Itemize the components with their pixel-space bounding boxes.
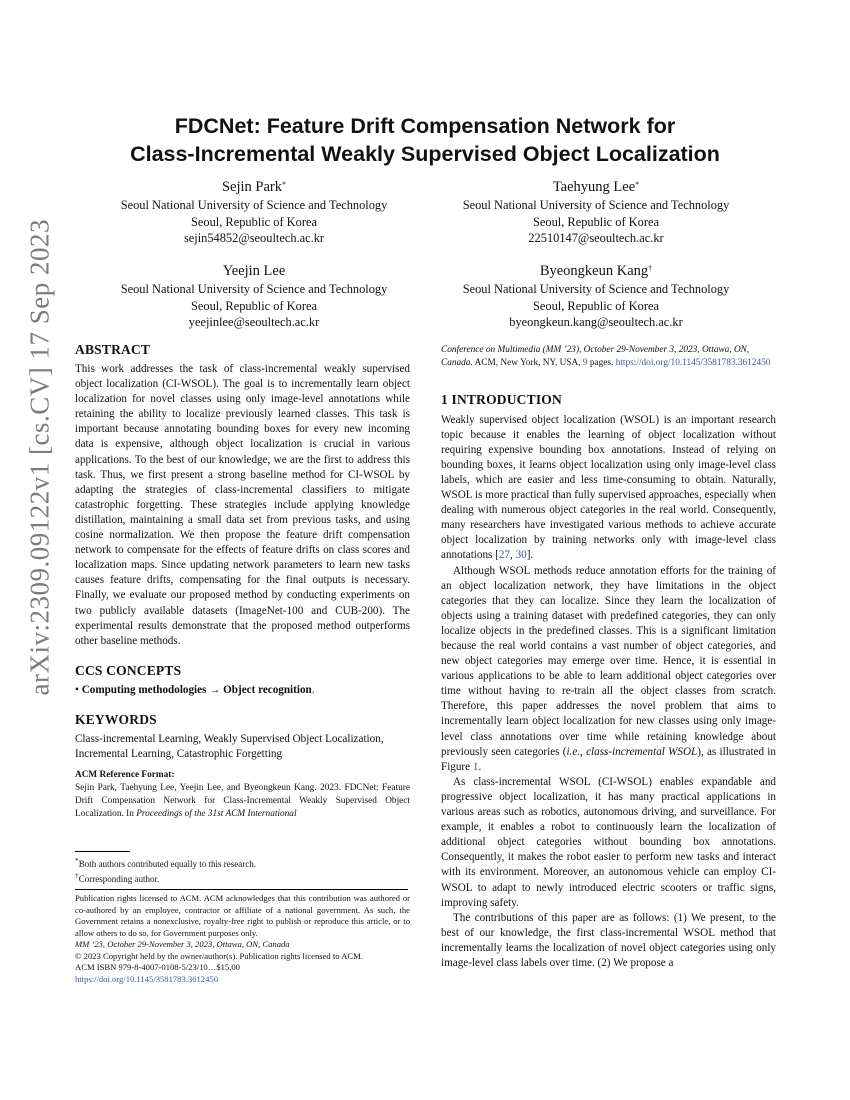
- acm-reference-text: Sejin Park, Taehyung Lee, Yeejin Lee, and Byeongkeun Kang. 2023. FDCNet: Feature Drift Compensation Network for Class-Incremental Weakly Supervised Object Localization. In Proceedings of the 31st ACM International: [75, 782, 410, 819]
- intro-paragraph-3: As class-incremental WSOL (CI-WSOL) enables expandable and progressive object localization, it has many practical applications in various areas such as robotics, autonomous driving, and surveillance. For example, it enables a robot to continuously learn the localization of additional object categories without bounding box annotations. Consequently, it makes the robot easier to perform new tasks and interact with its environment. Moreover, an autonomous vehicle can employ CI-WSOL to adapt to newly introduced electric scooters or traffic signs, improving safety.: [441, 775, 776, 909]
- author-email: sejin54852@seoultech.ac.kr: [183, 231, 325, 245]
- acm-reference-italic: Proceedings of the 31st ACM International: [136, 808, 297, 819]
- keywords-text: Class-incremental Learning, Weakly Supervised Object Localization, Incremental Learning, Catastrophic Forgetting: [75, 732, 384, 760]
- author-email: 22510147@seoultech.ac.kr: [528, 231, 664, 245]
- author-location: Seoul, Republic of Korea: [191, 298, 317, 313]
- class-incremental-italic: class-incremental WSOL: [586, 745, 698, 758]
- author-affiliation: Seoul National University of Science and Technology: [462, 282, 730, 296]
- intro-paragraph-2: Although WSOL methods reduce annotation efforts for the training of an object localization network, they have limitations in the object categories that they can localize. Since they learn the localization of objects using a training dataset with predefined categories, they can only localize objects in the predefined classes. This is a significant limitation because the real world contains a vast number of object categories, and new object categories may emerge over time. Hence, it is essential in various applications to be able to learn additional object categories over time without having to re-train all the object classes from scratch. Therefore, this paper addresses the novel problem that aims to incrementally learn object localization for new classes using only image-level class annotations over time while retaining knowledge about previously seen categories (i.e., class-incremental WSOL), as illustrated in Figure 1.: [441, 564, 776, 773]
- author-mark: *: [635, 180, 640, 189]
- ccs-heading: CCS CONCEPTS: [75, 662, 182, 678]
- author-mark: †: [648, 264, 653, 273]
- author-email: yeejinlee@seoultech.ac.kr: [188, 315, 320, 329]
- author-block-2: [426, 177, 766, 247]
- title-line-2: Class-Incremental Weakly Supervised Object Localization: [130, 142, 720, 166]
- footnote-2-mark: †: [75, 871, 79, 880]
- license-block: [75, 893, 410, 985]
- citation-30[interactable]: 30: [515, 549, 527, 562]
- keywords-heading: KEYWORDS: [75, 711, 157, 727]
- author-block-4: [426, 261, 766, 331]
- license-rule: [75, 889, 408, 890]
- license-doi-line: [75, 974, 410, 986]
- license-text: Publication rights licensed to ACM. ACM acknowledges that this contribution was authored or co-authored by an employee, contractor or affiliate of a national government. As such, the Government retains a nonexclusive, royalty-free right to publish or reproduce this article, or to allow others to do so, for Government purposes only.: [75, 893, 410, 938]
- author-mark: *: [282, 180, 286, 189]
- license-doi-link[interactable]: https://doi.org/10.1145/3581783.3612450: [75, 973, 218, 984]
- ccs-period: .: [311, 683, 315, 696]
- acm-reference-heading: ACM Reference Format:: [75, 770, 175, 781]
- conference-italic: Conference on Multimedia (MM ’23), October 29-November 3, 2023, Ottawa, ON, Canada.: [441, 345, 750, 368]
- author-name: Sejin Park*: [221, 179, 286, 195]
- footnote-2: †Corresponding author.: [75, 871, 160, 884]
- author-name: Taehyung Lee*: [552, 179, 640, 195]
- author-location: Seoul, Republic of Korea: [191, 214, 317, 229]
- right-column: [441, 344, 776, 971]
- abstract-text: This work addresses the task of class-incremental weakly supervised object localization (CI-WSOL). The goal is to incrementally learn object localization for novel classes using only image-level annotations while retaining the ability to localize previously learned classes. This task is important because annotating bounding boxes for every new incoming data is expensive, although object localization is crucial in various applications. To the best of our knowledge, we are the first to address this task. Thus, we first present a strong baseline method for CI-WSOL by adapting the strategies of class-incremental classifiers to mitigate catastrophic forgetting. These strategies include applying knowledge distillation, maintaining a small data set from previous tasks, and using cosine normalization. We then propose the feature drift compensation network to compensate for the effects of feature drifts on class scores and localization maps. Since updating network parameters to learn new tasks causes feature drifts, compensating for the final outputs is necessary. Finally, we evaluate our proposed method by conducting experiments on two publicly available datasets (ImageNet-100 and CUB-200). The experimental results demonstrate that the proposed method outperforms other baseline methods.: [75, 363, 410, 647]
- ccs-bullet: •: [75, 683, 79, 696]
- author-affiliation: Seoul National University of Science and Technology: [120, 282, 388, 296]
- footnote-1-mark: *: [75, 856, 79, 865]
- left-column: [75, 342, 410, 821]
- author-name: Byeongkeun Kang†: [539, 263, 653, 279]
- author-block-3: [84, 261, 424, 331]
- footnote-1: *Both authors contributed equally to this research.: [75, 856, 256, 869]
- ie-italic: i.e.,: [566, 745, 583, 758]
- ccs-text: Computing methodologies → Object recognition: [81, 683, 312, 696]
- author-block-1: [84, 177, 424, 247]
- title-line-1: FDCNet: Feature Drift Compensation Network for: [174, 114, 676, 138]
- footnotes: [75, 855, 410, 885]
- introduction-heading: 1 INTRODUCTION: [441, 391, 562, 407]
- page-count-link[interactable]: 9: [582, 357, 588, 368]
- license-isbn: ACM ISBN 979-8-4007-0108-5/23/10…$15.00: [75, 962, 240, 972]
- license-conf: MM ’23, October 29-November 3, 2023, Ottawa, ON, Canada: [75, 939, 290, 949]
- author-name: Yeejin Lee: [222, 263, 286, 279]
- license-copyright: © 2023 Copyright held by the owner/author(s). Publication rights licensed to ACM.: [75, 950, 363, 961]
- author-affiliation: Seoul National University of Science and Technology: [462, 198, 730, 212]
- intro-paragraph-4: The contributions of this paper are as follows: (1) We present, to the best of our knowledge, the first class-incremental WSOL method that incrementally learns the localization of novel object categories using only image-level class labels over time. (2) We propose a: [441, 911, 776, 969]
- arxiv-identifier: arXiv:2309.09122v1 [cs.CV] 17 Sep 2023: [24, 219, 55, 696]
- intro-paragraph-1: Weakly supervised object localization (WSOL) is an important research topic because it enables the learning of object localization without requiring expensive bounding box annotations. Instead of relying on bounding boxes, it learns object localization using only image-level class labels, which are easier and less time-consuming to obtain. Naturally, WSOL is more practical than fully supervised approaches, especially when dealing with numerous object categories in the real world. Consequently, many researchers have investigated various methods to achieve accurate object localization by training networks only with image-level class annotations [27, 30].: [441, 413, 776, 562]
- abstract-heading: ABSTRACT: [75, 342, 151, 357]
- paper-title: [75, 112, 775, 168]
- figure-1-link[interactable]: 1: [472, 760, 479, 773]
- conference-doi-link[interactable]: https://doi.org/10.1145/3581783.3612450: [615, 357, 771, 368]
- author-email: byeongkeun.kang@seoultech.ac.kr: [509, 315, 683, 329]
- author-location: Seoul, Republic of Korea: [533, 298, 659, 313]
- footnote-rule: [75, 851, 130, 852]
- author-affiliation: Seoul National University of Science and Technology: [120, 198, 388, 212]
- author-location: Seoul, Republic of Korea: [533, 214, 659, 229]
- citation-27[interactable]: 27: [498, 549, 510, 562]
- conference-info: Conference on Multimedia (MM ’23), October 29-November 3, 2023, Ottawa, ON, Canada. ACM, New York, NY, USA, 9 pages. https://doi.org/10.1145/3581783.3612450: [441, 345, 771, 368]
- ccs-concepts: [75, 683, 410, 698]
